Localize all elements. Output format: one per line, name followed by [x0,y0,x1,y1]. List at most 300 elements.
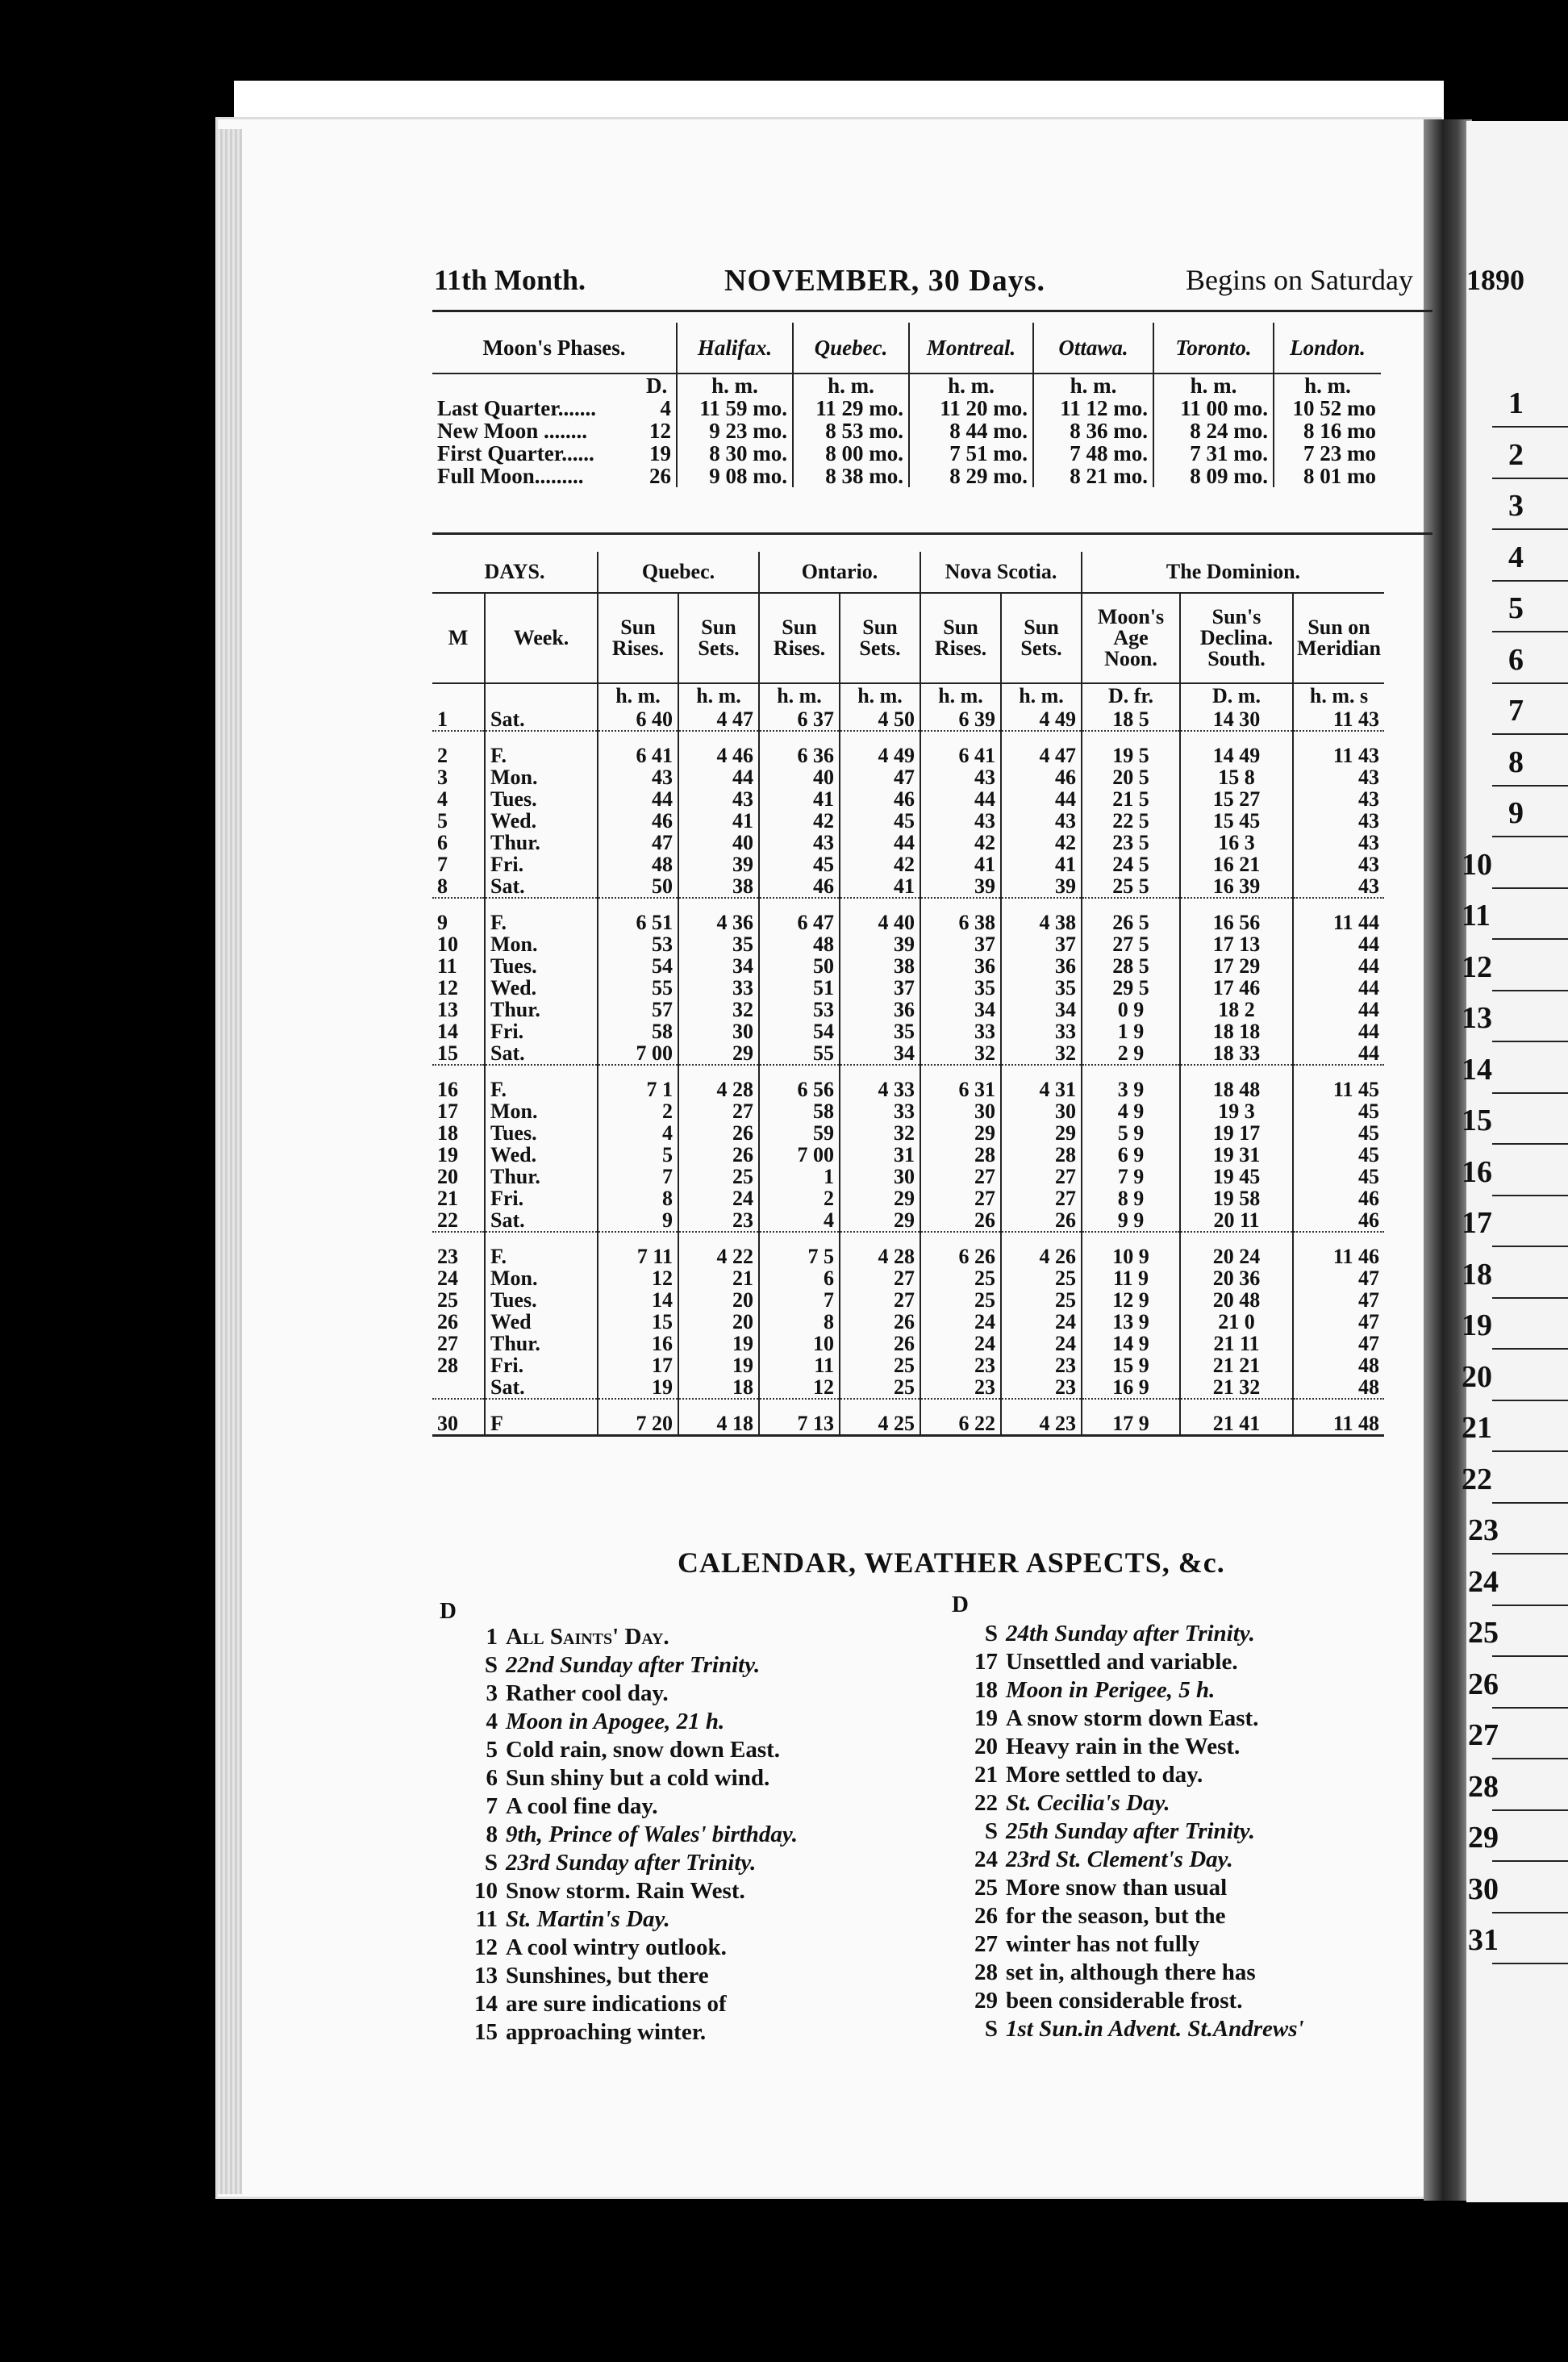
facing-number: 23 [1468,1513,1499,1547]
phase-time: 8 24 mo. [1153,419,1274,442]
facing-number: 26 [1468,1667,1499,1701]
calendar-text: Sun shiny but a cold wind. [506,1765,770,1791]
calendar-entry [464,1905,798,1934]
nova-set: 35 [1001,977,1082,999]
facing-rule [1492,1400,1568,1401]
separator-cell [840,1065,920,1079]
nova-set: 32 [1001,1042,1082,1065]
meridian-val: 43 [1293,853,1384,875]
facing-rule [1492,1553,1568,1554]
moon-phases-table [432,323,1381,487]
quebec-rise: 16 [598,1333,678,1354]
nova-rise: 33 [920,1020,1001,1042]
ontario-rise: 10 [759,1333,840,1354]
separator-cell [759,898,840,912]
phase-unit-blank [432,373,637,397]
ontario-rise: 53 [759,999,840,1020]
quebec-rise: 46 [598,810,678,832]
moon-age-val: 4 9 [1082,1100,1180,1122]
day-number: 13 [437,998,458,1021]
ontario-rise: 46 [759,875,840,898]
separator-cell [1293,1399,1384,1413]
phase-time: 8 44 mo. [909,419,1033,442]
calendar-day: 7 [486,1793,498,1819]
quebec-rise: 7 00 [598,1042,678,1065]
ontario-rise: 43 [759,832,840,853]
ontario-set: 4 50 [840,708,920,731]
table-row [432,788,1384,810]
calendar-day: S [984,2016,998,2042]
col-london: London. [1274,323,1381,373]
calendar-entry [464,1877,798,1905]
moon-age-val: 11 9 [1082,1267,1180,1289]
meridian-val: 43 [1293,810,1384,832]
quebec-rise: 44 [598,788,678,810]
col-ottawa: Ottawa. [1033,323,1153,373]
nova-rise: 23 [920,1376,1001,1399]
quebec-set: 18 [678,1376,759,1399]
meridian-val: 11 43 [1293,745,1384,766]
calendar-entry [464,1736,798,1764]
ontario-set: 38 [840,955,920,977]
table-row [432,766,1384,788]
declination-val: 18 33 [1180,1042,1293,1065]
moon-age-val: 8 9 [1082,1187,1180,1209]
separator-cell [598,1232,678,1246]
table-row [432,1333,1384,1354]
calendar-entry [464,1651,798,1680]
quebec-rise: 12 [598,1267,678,1289]
weekday: F. [485,745,598,766]
quebec-rise: 7 [598,1166,678,1187]
col-m: M [432,593,485,683]
ontario-rise: 6 47 [759,912,840,933]
calendar-text: Snow storm. Rain West. [506,1878,745,1904]
calendar-text: St. Cecilia's Day. [1006,1790,1170,1816]
calendar-text: A cool wintry outlook. [506,1934,727,1960]
facing-rule [1492,1809,1568,1811]
ontario-set: 32 [840,1122,920,1144]
calendar-day: 6 [486,1765,498,1791]
moon-age-val: 26 5 [1082,912,1180,933]
quebec-rise: 6 41 [598,745,678,766]
declination-val: 18 18 [1180,1020,1293,1042]
calendar-day: 4 [486,1709,498,1734]
calendar-col-left-head: D [440,1598,457,1624]
phase-unit-hm: h. m. [677,373,793,397]
phase-time: 7 48 mo. [1033,442,1153,465]
separator-cell [920,898,1001,912]
meridian-val: 45 [1293,1166,1384,1187]
nova-rise: 24 [920,1333,1001,1354]
calendar-day: 19 [974,1705,998,1731]
ontario-set: 34 [840,1042,920,1065]
calendar-text: 24th Sunday after Trinity. [1006,1621,1255,1646]
week-separator [432,898,1384,912]
calendar-day: 8 [486,1822,498,1847]
meridian-val: 44 [1293,955,1384,977]
moon-age: Moon's Age Noon. [1082,593,1180,683]
meridian-val: 47 [1293,1289,1384,1311]
group-nova-scotia: Nova Scotia. [920,552,1082,593]
separator-cell [1082,1065,1180,1079]
ontario-rise: 59 [759,1122,840,1144]
day-number: 1 [437,707,448,731]
ontario-set: 47 [840,766,920,788]
sun-meridian: Sun on Meridian [1293,593,1384,683]
quebec-set: 29 [678,1042,759,1065]
nova-rise: 41 [920,853,1001,875]
separator-cell [1082,1232,1180,1246]
calendar-text: 9th, Prince of Wales' birthday. [506,1822,798,1847]
quebec-rise: 7 20 [598,1413,678,1436]
phase-unit-day: D. [646,373,668,398]
calendar-text: More settled to day. [1006,1762,1203,1788]
calendar-text: 22nd Sunday after Trinity. [506,1652,761,1678]
ontario-set: 35 [840,1020,920,1042]
weekday: F. [485,1246,598,1267]
day-number [432,1376,485,1399]
ontario-rise: 6 [759,1267,840,1289]
phase-name: Full Moon......... [437,464,584,488]
separator-cell [1180,1399,1293,1413]
calendar-entry [964,1987,1304,2015]
day-number: 11 [437,954,457,978]
day-number: 28 [437,1354,458,1377]
facing-number: 9 [1508,796,1524,830]
week-separator [432,1232,1384,1246]
day-number: 27 [437,1332,458,1355]
table-row [432,1376,1384,1399]
day-number: 17 [437,1100,458,1123]
declination-val: 15 8 [1180,766,1293,788]
weekday: Tues. [485,955,598,977]
separator-cell [1001,898,1082,912]
calendar-text: More snow than usual [1006,1875,1228,1901]
unit-o-set: h. m. [840,683,920,708]
phase-unit-hm: h. m. [1153,373,1274,397]
calendar-entry [964,1761,1304,1789]
moon-age-val: 5 9 [1082,1122,1180,1144]
separator-cell [432,898,485,912]
facing-rule [1492,1092,1568,1094]
meridian-val: 44 [1293,999,1384,1020]
page-stack-edge [218,129,242,2194]
quebec-rise: 53 [598,933,678,955]
ontario-rise: 1 [759,1166,840,1187]
weekday: Mon. [485,766,598,788]
quebec-set: 30 [678,1020,759,1042]
moon-age-val: 2 9 [1082,1042,1180,1065]
separator-cell [840,731,920,745]
nova-set: 26 [1001,1209,1082,1232]
quebec-set: 4 47 [678,708,759,731]
meridian-val: 48 [1293,1376,1384,1399]
declination-val: 21 11 [1180,1333,1293,1354]
declination-val: 14 30 [1180,708,1293,731]
separator-cell [920,1065,1001,1079]
meridian-val: 45 [1293,1100,1384,1122]
day-number: 2 [437,744,448,767]
meridian-val: 46 [1293,1187,1384,1209]
nova-rise: 6 39 [920,708,1001,731]
moon-age-val: 10 9 [1082,1246,1180,1267]
phase-time: 7 31 mo. [1153,442,1274,465]
separator-cell [432,1399,485,1413]
calendar-entry [964,1648,1304,1676]
quebec-rise: 9 [598,1209,678,1232]
moon-age-val: 16 9 [1082,1376,1180,1399]
facing-number: 14 [1462,1052,1492,1087]
declination-val: 20 36 [1180,1267,1293,1289]
weekday: Sat. [485,1209,598,1232]
nova-rises: Sun Rises. [920,593,1001,683]
calendar-day: 28 [974,1959,998,1985]
declination-val: 19 58 [1180,1187,1293,1209]
ontario-rise: 4 [759,1209,840,1232]
calendar-entry [964,1676,1304,1705]
phase-time: 8 09 mo. [1153,465,1274,487]
facing-rule [1492,1450,1568,1452]
weekday: Mon. [485,933,598,955]
moon-age-val: 13 9 [1082,1311,1180,1333]
calendar-text: are sure indications of [506,1991,727,2017]
unit-n-rise: h. m. [920,683,1001,708]
table-row [432,1209,1384,1232]
meridian-val: 11 43 [1293,708,1384,731]
nova-set: 4 26 [1001,1246,1082,1267]
day-number: 20 [437,1165,458,1188]
table-row [432,832,1384,853]
moon-age-val: 3 9 [1082,1079,1180,1100]
ontario-rise: 41 [759,788,840,810]
quebec-set: 33 [678,977,759,999]
ontario-rise: 6 37 [759,708,840,731]
calendar-day: 13 [474,1963,498,1989]
declination-val: 21 32 [1180,1376,1293,1399]
separator-cell [598,731,678,745]
separator-cell [1001,1232,1082,1246]
calendar-entry [964,2015,1304,2043]
facing-number: 24 [1468,1564,1499,1599]
declination-val: 16 3 [1180,832,1293,853]
quebec-rise: 50 [598,875,678,898]
phase-day: 4 [660,396,671,420]
calendar-day: S [984,1621,998,1646]
ontario-rises: Sun Rises. [759,593,840,683]
meridian-val: 44 [1293,933,1384,955]
table-row [432,1144,1384,1166]
ontario-set: 37 [840,977,920,999]
facing-rule [1492,1041,1568,1042]
phase-name: Last Quarter....... [437,396,596,420]
weekday: Tues. [485,788,598,810]
calendar-text: for the season, but the [1006,1903,1226,1929]
col-week: Week. [485,593,598,683]
group-quebec: Quebec. [598,552,759,593]
meridian-val: 45 [1293,1122,1384,1144]
calendar-entry [964,1817,1304,1846]
table-row [432,1100,1384,1122]
facing-number: 10 [1462,847,1492,882]
quebec-set: 26 [678,1144,759,1166]
calendar-title: CALENDAR, WEATHER ASPECTS, &c. [678,1546,1225,1579]
phase-time: 9 23 mo. [677,419,793,442]
sun-declination: Sun's Declina. South. [1180,593,1293,683]
nova-rise: 43 [920,810,1001,832]
ontario-rise: 7 13 [759,1413,840,1436]
quebec-set: 20 [678,1311,759,1333]
phase-time: 8 01 mo [1274,465,1381,487]
quebec-set: 4 28 [678,1079,759,1100]
quebec-set: 23 [678,1209,759,1232]
ontario-rise: 48 [759,933,840,955]
quebec-set: 4 22 [678,1246,759,1267]
meridian-val: 47 [1293,1267,1384,1289]
moon-age-val: 14 9 [1082,1333,1180,1354]
quebec-set: 21 [678,1267,759,1289]
unit-q-set: h. m. [678,683,759,708]
meridian-val: 11 46 [1293,1246,1384,1267]
meridian-val: 43 [1293,875,1384,898]
meridian-val: 11 44 [1293,912,1384,933]
unit-meridian: h. m. s [1293,683,1384,708]
calendar-entry [464,1792,798,1821]
declination-val: 21 0 [1180,1311,1293,1333]
table-row [432,1042,1384,1065]
facing-number: 1 [1508,386,1524,420]
calendar-text: Moon in Apogee, 21 h. [506,1709,725,1734]
quebec-rise: 54 [598,955,678,977]
facing-number: 18 [1462,1257,1492,1292]
ontario-set: 30 [840,1166,920,1187]
ontario-set: 4 28 [840,1246,920,1267]
facing-number: 7 [1508,694,1524,728]
calendar-day: 11 [475,1906,498,1932]
weekday: Fri. [485,1354,598,1376]
quebec-set: 43 [678,788,759,810]
table-row [432,1289,1384,1311]
col-halifax: Halifax. [677,323,793,373]
calendar-text: A cool fine day. [506,1793,658,1819]
separator-cell [1293,1232,1384,1246]
calendar-text: 1st Sun.in Advent. St.Andrews' [1006,2016,1304,2042]
facing-rule [1492,580,1568,582]
calendar-text: 25th Sunday after Trinity. [1006,1818,1255,1844]
quebec-set: 19 [678,1354,759,1376]
calendar-entry [464,1708,798,1736]
ontario-set: 4 33 [840,1079,920,1100]
quebec-set: 38 [678,875,759,898]
day-number: 7 [437,853,448,876]
facing-number: 6 [1508,642,1524,677]
facing-rule [1492,528,1568,530]
calendar-day: 25 [974,1875,998,1901]
quebec-rise: 57 [598,999,678,1020]
separator-cell [840,1399,920,1413]
ontario-set: 36 [840,999,920,1020]
nova-set: 23 [1001,1376,1082,1399]
phase-time: 8 00 mo. [793,442,909,465]
table-row [432,1354,1384,1376]
weekday: Fri. [485,853,598,875]
calendar-entry [964,1789,1304,1817]
ontario-rise: 50 [759,955,840,977]
phase-unit-hm: h. m. [1274,373,1381,397]
nova-set: 25 [1001,1267,1082,1289]
nova-rise: 6 38 [920,912,1001,933]
facing-rule [1492,1348,1568,1350]
declination-val: 17 13 [1180,933,1293,955]
meridian-val: 46 [1293,1209,1384,1232]
declination-val: 15 27 [1180,788,1293,810]
ontario-set: 29 [840,1209,920,1232]
table-row [432,1166,1384,1187]
quebec-set: 4 18 [678,1413,759,1436]
phase-time: 11 20 mo. [909,397,1033,419]
calendar-entry [464,2018,798,2047]
day-number: 21 [437,1187,458,1210]
facing-number: 12 [1462,949,1492,984]
ontario-set: 42 [840,853,920,875]
nova-rise: 24 [920,1311,1001,1333]
meridian-val: 45 [1293,1144,1384,1166]
calendar-entry [964,1705,1304,1733]
facing-rule [1492,1195,1568,1196]
calendar-day: 21 [974,1762,998,1788]
nova-set: 36 [1001,955,1082,977]
quebec-rise: 4 [598,1122,678,1144]
weekday: F. [485,1079,598,1100]
calendar-day: 3 [486,1680,498,1706]
separator-cell [920,1232,1001,1246]
nova-rise: 27 [920,1166,1001,1187]
phase-time: 8 21 mo. [1033,465,1153,487]
calendar-right-column [964,1620,1304,2043]
declination-val: 16 21 [1180,853,1293,875]
phase-time: 11 59 mo. [677,397,793,419]
separator-cell [1180,731,1293,745]
facing-number: 3 [1508,489,1524,523]
nova-set: 4 49 [1001,708,1082,731]
separator-cell [1001,1399,1082,1413]
nova-sets: Sun Sets. [1001,593,1082,683]
group-ontario: Ontario. [759,552,920,593]
separator-cell [1082,731,1180,745]
quebec-rise: 48 [598,853,678,875]
nova-set: 41 [1001,853,1082,875]
weekday: Wed. [485,810,598,832]
weekday: Tues. [485,1289,598,1311]
meridian-val: 47 [1293,1311,1384,1333]
meridian-val: 48 [1293,1354,1384,1376]
facing-rule [1492,1605,1568,1606]
ontario-rise: 8 [759,1311,840,1333]
calendar-day: 5 [486,1737,498,1763]
facing-number: 8 [1508,745,1524,779]
nova-set: 30 [1001,1100,1082,1122]
nova-set: 46 [1001,766,1082,788]
facing-number: 27 [1468,1718,1499,1752]
facing-rule [1492,733,1568,735]
moon-age-val: 0 9 [1082,999,1180,1020]
week-separator [432,1065,1384,1079]
weekday: Tues. [485,1122,598,1144]
calendar-day: S [484,1652,498,1678]
separator-cell [432,1232,485,1246]
moon-age-val: 22 5 [1082,810,1180,832]
ontario-set: 4 49 [840,745,920,766]
